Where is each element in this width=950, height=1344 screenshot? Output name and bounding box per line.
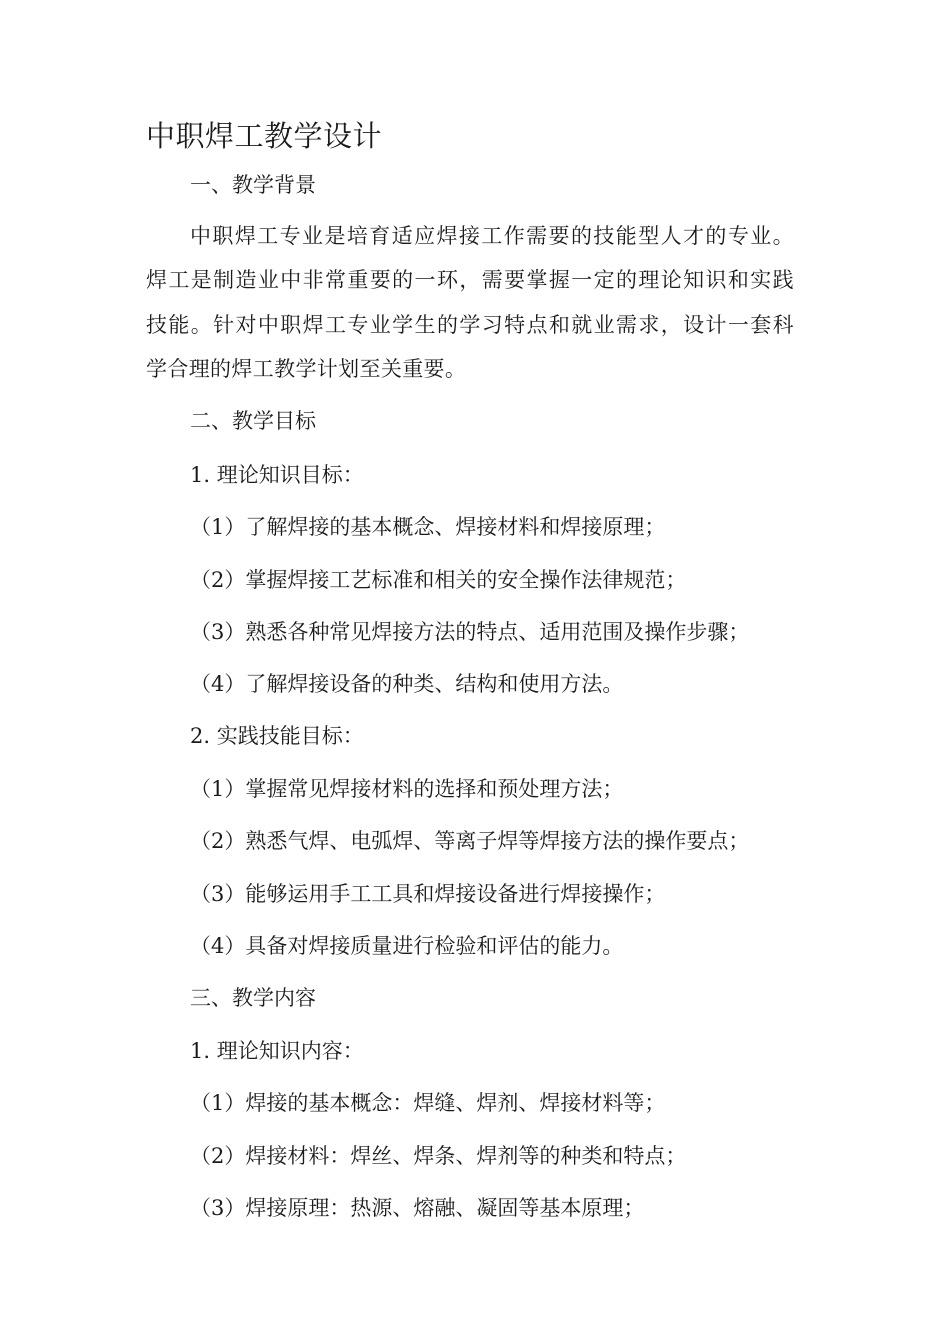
list-item: （1）掌握常见焊接材料的选择和预处理方法； (190, 777, 624, 801)
subheading-theory-content: 1. 理论知识内容： (190, 1039, 364, 1063)
subheading-theory-goals: 1. 理论知识目标： (190, 463, 364, 487)
subheading-practice-goals: 2. 实践技能目标： (190, 724, 364, 748)
list-item: （2）焊接材料：焊丝、焊条、焊剂等的种类和特点； (190, 1144, 687, 1168)
paragraph-line: 中职焊工专业是培育适应焊接工作需要的技能型人才的专业。 (190, 224, 794, 248)
list-item: （4）了解焊接设备的种类、结构和使用方法。 (190, 672, 624, 696)
paragraph-line: 焊工是制造业中非常重要的一环，需要掌握一定的理论知识和实践 (146, 268, 794, 292)
list-item: （1）焊接的基本概念：焊缝、焊剂、焊接材料等； (190, 1091, 666, 1115)
list-item: （4）具备对焊接质量进行检验和评估的能力。 (190, 934, 624, 958)
section-heading-content: 三、教学内容 (190, 986, 316, 1010)
list-item: （3）焊接原理：热源、熔融、凝固等基本原理； (190, 1196, 645, 1220)
section-heading-goals: 二、教学目标 (190, 409, 316, 433)
document-title: 中职焊工教学设计 (146, 119, 383, 153)
paragraph-line: 学合理的焊工教学计划至关重要。 (146, 357, 467, 381)
list-item: （2）掌握焊接工艺标准和相关的安全操作法律规范； (190, 568, 687, 592)
section-heading-background: 一、教学背景 (190, 173, 316, 197)
paragraph-line: 技能。针对中职焊工专业学生的学习特点和就业需求，设计一套科 (146, 313, 794, 337)
list-item: （2）熟悉气焊、电弧焊、等离子焊等焊接方法的操作要点； (190, 829, 750, 853)
list-item: （3）能够运用手工工具和焊接设备进行焊接操作； (190, 882, 666, 906)
list-item: （1）了解焊接的基本概念、焊接材料和焊接原理； (190, 515, 666, 539)
list-item: （3）熟悉各种常见焊接方法的特点、适用范围及操作步骤； (190, 620, 750, 644)
